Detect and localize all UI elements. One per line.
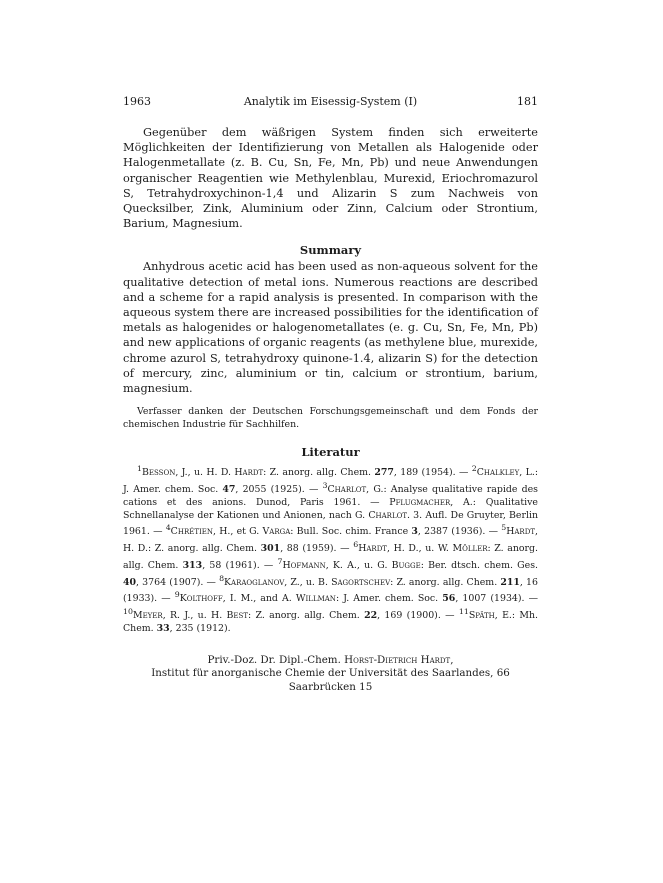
- ref-number: 1: [137, 464, 142, 474]
- acknowledgement: Verfasser danken der Deutschen Forschungsgemeinschaft und dem Fonds der chemischen Industrie für Sachhilfen.: [123, 406, 538, 430]
- ref-number: 11: [458, 607, 469, 617]
- ref-number: 10: [123, 607, 133, 617]
- ref-author: Möller: [452, 543, 488, 555]
- page-number: 181: [517, 95, 538, 108]
- ref-author: Meyer: [132, 610, 163, 622]
- ref-volume: 277: [374, 467, 394, 479]
- german-summary-paragraph: Gegenüber dem wäßrigen System finden sich erweiterte Möglichkeiten der Identifizierung von Metallen als Halogenide oder Halogenmetallate (z. B. Cu, Sn, Fe, Mn, Pb) und neue Anwendungen organischer Reagentien wie Methylenblau, Murexid, Eriochromazurol S, Tetrahydroxychinon-1,4 und Alizarin S zum Nachweis von Quecksilber, Zink, Aluminium oder Zinn, Calcium oder Strontium, Barium, Magnesium.: [123, 126, 538, 231]
- journal-page: [123, 95, 538, 694]
- ref-number: 6: [353, 540, 359, 550]
- ref-author: Hofmann: [282, 560, 326, 571]
- ref-volume: 313: [182, 560, 203, 571]
- ref-author: Karaoglanov: [224, 576, 285, 588]
- ref-author: Charlot: [327, 484, 367, 496]
- author-title: Priv.-Doz. Dr. Dipl.-Chem.: [207, 653, 345, 666]
- ref-author: Späth: [468, 610, 495, 622]
- ref-author: Charlot: [368, 509, 408, 521]
- ref-volume: 40: [123, 576, 137, 588]
- ref-author: Sagortschev: [331, 576, 391, 588]
- ref-volume: 22: [364, 610, 378, 622]
- author-institute: Institut für anorganische Chemie der Universität des Saarlandes, 66 Saarbrücken 15: [151, 667, 510, 693]
- ref-author: Varga: [262, 526, 291, 538]
- ref-number: 3: [322, 481, 328, 491]
- running-head: [123, 95, 538, 111]
- ref-number: 8: [219, 573, 225, 583]
- ref-author: Hardt: [358, 543, 387, 555]
- english-summary-paragraph: Anhydrous acetic acid has been used as non-aqueous solvent for the qualitative detection of metal ions. Numerous reactions are described and a scheme for a rapid analysis is presented. In comparison with the aqueous system there are increased possibilities for the identification of metals as halogenides or halogenometallates (e. g. Cu, Sn, Fe, Mn, Pb) and new applications of organic reagents (as methylene blue, murexide, chrome azurol S, tetrahydroxy quinone-1.4, alizarin S) for the detection of mercury, zinc, aluminium or tin, calcium or strontium, barium, magnesium.: [123, 260, 538, 396]
- ref-number: 7: [277, 556, 283, 566]
- ref-number: 2: [471, 464, 477, 474]
- ref-number: 9: [174, 590, 180, 600]
- ref-author: Hardt: [506, 526, 535, 538]
- literature-heading: Literatur: [301, 445, 360, 460]
- ref-author: Kolthoff: [179, 593, 223, 605]
- ref-volume: 33: [156, 623, 170, 634]
- author-block: Priv.-Doz. Dr. Dipl.-Chem. Horst-Dietrich Hardt, Institut für anorganische Chemie der Universität des Saarlandes, 66 Saarbrücken 15: [151, 653, 510, 693]
- ref-author: Hardt: [234, 467, 264, 479]
- ref-volume: 56: [442, 593, 456, 605]
- ref-author: Pflugmacher: [389, 497, 451, 508]
- ref-volume: 301: [260, 543, 281, 555]
- ref-author: Best: [226, 610, 248, 622]
- running-head-year: 1963: [123, 95, 151, 108]
- ref-volume: 47: [222, 484, 236, 496]
- ref-volume: 3: [411, 526, 418, 538]
- ref-author: Besson: [141, 467, 176, 479]
- ref-number: 5: [501, 523, 507, 533]
- ref-author: Bugge: [391, 560, 421, 571]
- ref-author: Willman: [295, 593, 336, 605]
- ref-number: 4: [165, 523, 171, 533]
- author-name: Horst-Dietrich Hardt: [344, 653, 451, 666]
- ref-author: Chalkley: [476, 467, 520, 479]
- reference-list: $^1$Besson, J., u. H. D. Hardt: Z. anorg. allg. Chem. 277, 189 (1954). — $^2$Chalkley, L.: J. Amer. chem. Soc. 47, 2055 (1925). — $^3$Charlot, G.: Analyse qualitative rapide des cations et des anions. Dunod, Paris 1961. — Pflugmacher, A.: Qualitative Schnellanalyse der Kationen und Anionen, nach G. Charlot. 3. Aufl. De Gruyter, Berlin 1961. — $^4$Chrétien, H., et G. Varga: Bull. Soc. chim. France 3, 2387 (1936). — $^5$Hardt, H. D.: Z. anorg. allg. Chem. 301, 88 (1959). — $^6$Hardt, H. D., u. W. Möller: Z. anorg. allg. Chem. 313, 58 (1961). — $^7$Hofmann, K. A., u. G. Bugge: Ber. dtsch. chem. Ges. 40, 3764 (1907). — $^8$Karaoglanov, Z., u. B. Sagortschev: Z. anorg. allg. Chem. 211, 16 (1933). — $^9$Kolthoff, I. M., and A. Willman: J. Amer. chem. Soc. 56, 1007 (1934). — $^{10}$Meyer, R. J., u. H. Best: Z. anorg. allg. Chem. 22, 169 (1900). — $^{11}$Späth, E.: Mh. Chem. 33, 235 (1912).: [123, 464, 539, 634]
- ref-author: Chrétien: [170, 526, 213, 538]
- running-head-title: Analytik im Eisessig-System (I): [243, 95, 418, 108]
- summary-heading: Summary: [299, 243, 362, 258]
- ref-volume: 211: [500, 576, 520, 588]
